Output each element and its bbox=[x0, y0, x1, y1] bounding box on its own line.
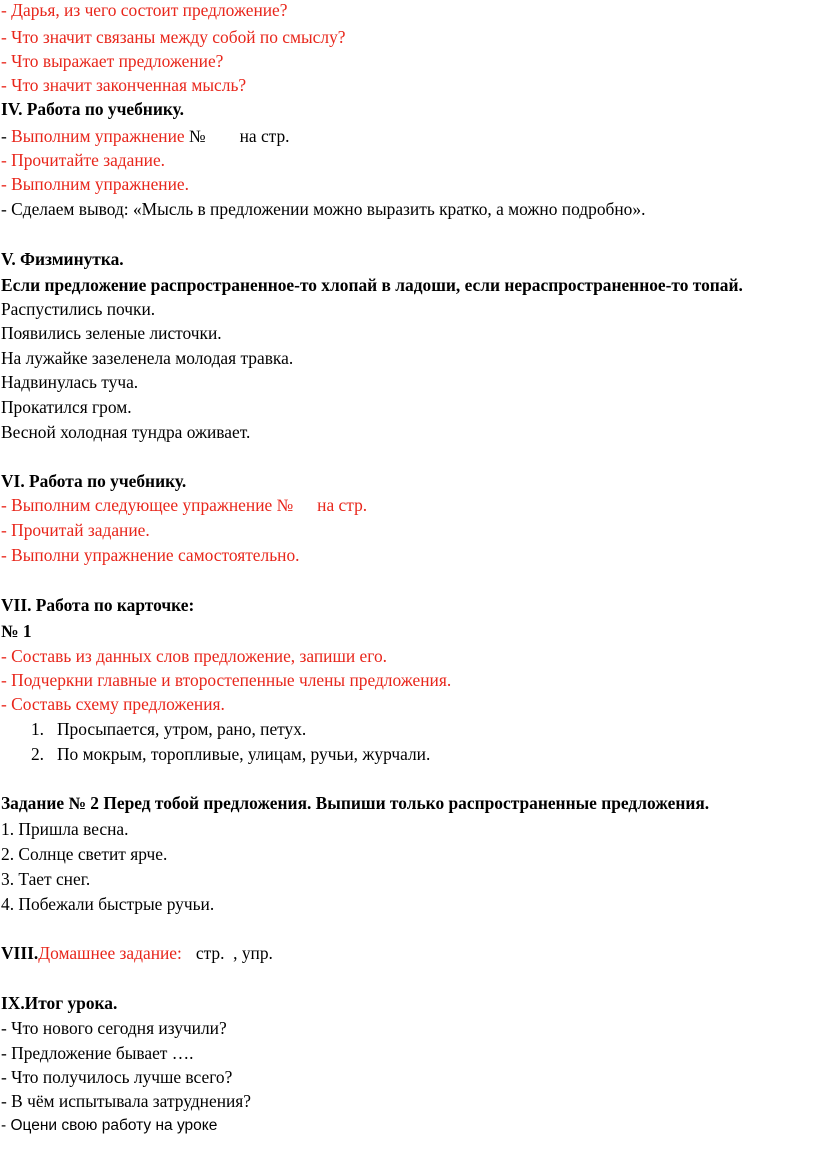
section7-heading: VII. Работа по карточке: bbox=[1, 595, 195, 615]
section4-conclusion: - Сделаем вывод: «Мысль в предложении можно выразить кратко, а можно подробно». bbox=[1, 199, 646, 219]
card-number: № 1 bbox=[1, 621, 32, 641]
self-assessment-line: - Оцени свою работу на уроке bbox=[1, 1117, 218, 1134]
homework-label: Домашнее задание: bbox=[38, 943, 182, 963]
section8-numeral: VIII. bbox=[1, 943, 39, 963]
homework-details: стр. , упр. bbox=[195, 943, 273, 963]
section4-do-exercise: - Выполним упражнение. bbox=[1, 174, 189, 194]
card-task: - Подчеркни главные и второстепенные члены предложения. bbox=[1, 670, 452, 690]
section5-heading: V. Физминутка. bbox=[1, 249, 124, 269]
item-text: По мокрым, торопливые, улицам, ручьи, журчали. bbox=[57, 744, 431, 764]
section4-read-task: - Прочитайте задание. bbox=[1, 150, 166, 170]
page-label: на стр. bbox=[317, 495, 368, 515]
intro-question: - Что значит связаны между собой по смыслу? bbox=[1, 27, 346, 47]
section4-heading: IV. Работа по учебнику. bbox=[1, 99, 184, 119]
intro-question: - Что выражает предложение? bbox=[1, 51, 224, 71]
card-item bbox=[20, 743, 430, 765]
item-number: 1. bbox=[30, 719, 44, 739]
summary-question: - Что нового сегодня изучили? bbox=[1, 1018, 227, 1038]
exercise-label: Выполним упражнение bbox=[11, 126, 189, 146]
card-item bbox=[20, 718, 306, 740]
section9-heading: IX.Итог урока. bbox=[1, 993, 118, 1013]
task2-sentence: 4. Побежали быстрые ручьи. bbox=[1, 894, 215, 914]
intro-question: - Дарья, из чего состоит предложение? bbox=[1, 0, 288, 20]
section6-read-task: - Прочитай задание. bbox=[1, 520, 150, 540]
task2-sentence: 3. Тает снег. bbox=[1, 869, 91, 889]
exercise-label: - Выполним следующее упражнение № bbox=[1, 495, 294, 515]
summary-question: - В чём испытывала затруднения? bbox=[1, 1091, 252, 1111]
section8-homework bbox=[1, 942, 273, 964]
item-text: Просыпается, утром, рано, петух. bbox=[57, 719, 307, 739]
dash: - bbox=[1, 126, 12, 146]
section6-heading: VI. Работа по учебнику. bbox=[1, 471, 187, 491]
section6-do-exercise: - Выполни упражнение самостоятельно. bbox=[1, 545, 300, 565]
page-label: на стр. bbox=[239, 126, 290, 146]
exercise-line: Надвинулась туча. bbox=[1, 372, 139, 392]
summary-question: - Что получилось лучше всего? bbox=[1, 1067, 233, 1087]
task2-sentence: 2. Солнце светит ярче. bbox=[1, 844, 168, 864]
card-task: - Составь схему предложения. bbox=[1, 694, 225, 714]
summary-question: - Предложение бывает …. bbox=[1, 1043, 194, 1063]
section5-instruction: Если предложение распространенное-то хлопай в ладоши, если нераспространенное-то топай. bbox=[1, 275, 743, 295]
section6-exercise-line bbox=[1, 494, 367, 516]
task2-heading: Задание № 2 Перед тобой предложения. Выпиши только распространенные предложения. bbox=[1, 793, 710, 813]
intro-question: - Что значит законченная мысль? bbox=[1, 75, 247, 95]
task2-sentence: 1. Пришла весна. bbox=[1, 819, 129, 839]
exercise-line: Распустились почки. bbox=[1, 299, 156, 319]
exercise-line: На лужайке зазеленела молодая травка. bbox=[1, 348, 294, 368]
item-number: 2. bbox=[30, 744, 44, 764]
number-sign: № bbox=[188, 126, 206, 146]
exercise-line: Весной холодная тундра оживает. bbox=[1, 422, 251, 442]
exercise-line: Прокатился гром. bbox=[1, 397, 132, 417]
card-task: - Составь из данных слов предложение, запиши его. bbox=[1, 646, 387, 666]
exercise-line: Появились зеленые листочки. bbox=[1, 323, 222, 343]
section4-exercise-line bbox=[1, 125, 290, 147]
